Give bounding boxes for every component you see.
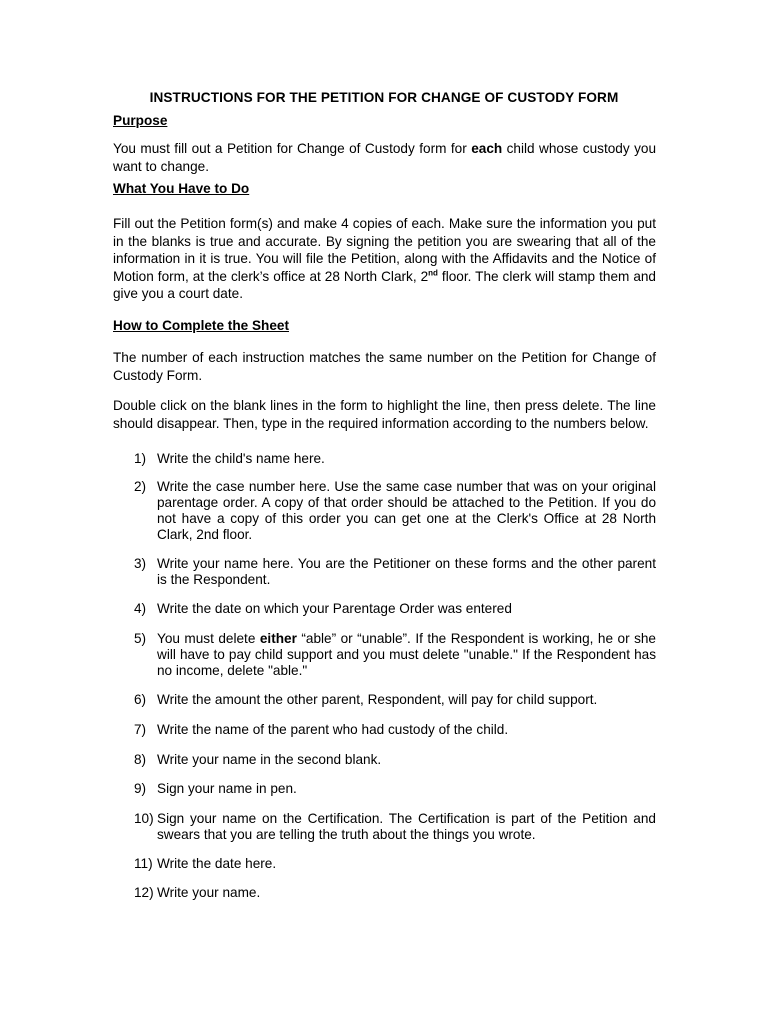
what-to-do-heading: What You Have to Do bbox=[113, 181, 250, 196]
what-to-do-paragraph bbox=[113, 215, 656, 303]
item-text-a: You must delete bbox=[157, 631, 260, 646]
item-text: Write the date here. bbox=[157, 856, 277, 871]
how-to-paragraph-1: The number of each instruction matches the same number on the Petition for Change of Custody Form. bbox=[113, 350, 656, 383]
item-text: Write the date on which your Parentage Order was entered bbox=[157, 601, 512, 616]
item-number: 8) bbox=[134, 752, 147, 767]
item-number: 1) bbox=[134, 451, 147, 466]
purpose-text-b: child whose custody you want to change. bbox=[113, 141, 657, 174]
item-number: 5) bbox=[134, 631, 147, 646]
item-text: Write your name. bbox=[157, 885, 261, 900]
item-number: 2) bbox=[134, 479, 147, 494]
item-text: Write the name of the parent who had custody of the child. bbox=[157, 722, 509, 737]
item-text bbox=[157, 631, 656, 679]
item-text: Write the case number here. Use the same case number that was on your original parentage order. A copy of that order should be attached to the Petition. If you do not have a copy of this order you can get one at the Clerk's Office at 28 North Clark, 2nd floor. bbox=[157, 479, 656, 542]
item-text: Write your name in the second blank. bbox=[157, 752, 382, 767]
item-text: Sign your name on the Certification. The Certification is part of the Petition and swears that you are telling the truth about the things you wrote. bbox=[157, 811, 656, 842]
item-text-b: “able” or “unable”. If the Respondent is working, he or she will have to pay child support and you must delete "unable." If the Respondent has no income, delete "able." bbox=[157, 631, 656, 678]
item-number: 4) bbox=[134, 601, 147, 616]
purpose-text-a: You must fill out a Petition for Change of Custody form for bbox=[113, 141, 472, 156]
item-number: 12) bbox=[134, 885, 154, 900]
item-number: 6) bbox=[134, 692, 147, 707]
how-to-paragraph-2: Double click on the blank lines in the form to highlight the line, then press delete. The line should disappear. Then, type in the required information according to the numbers below. bbox=[113, 398, 656, 431]
item-number: 11) bbox=[134, 856, 153, 871]
item-number: 7) bbox=[134, 722, 147, 737]
purpose-heading: Purpose bbox=[113, 113, 168, 128]
purpose-paragraph bbox=[113, 140, 656, 175]
purpose-emphasis: each bbox=[471, 141, 503, 156]
item-number: 9) bbox=[134, 781, 147, 796]
how-to-heading: How to Complete the Sheet bbox=[113, 318, 289, 333]
item-text: Write the child's name here. bbox=[157, 451, 325, 466]
ordinal-suffix: nd bbox=[428, 267, 438, 277]
item-text: Write your name here. You are the Petitioner on these forms and the other parent is the Respondent. bbox=[157, 556, 656, 587]
what-to-do-text-b: floor. The clerk will stamp them and give you a court date. bbox=[113, 268, 656, 301]
item-text: Write the amount the other parent, Respondent, will pay for child support. bbox=[157, 692, 598, 707]
what-to-do-text-a: Fill out the Petition form(s) and make 4 copies of each. Make sure the information you put in the blanks is true and accurate. By signing the petition you are swearing that all of the information in it is true. You will file the Petition, along with the Affidavits and the Notice of Motion form, at the clerk’s office at 28 North Clark, 2 bbox=[113, 216, 656, 284]
item-emphasis: either bbox=[259, 631, 297, 646]
item-number: 3) bbox=[134, 556, 147, 571]
item-number: 10) bbox=[134, 811, 154, 826]
item-text: Sign your name in pen. bbox=[157, 781, 297, 796]
document-title: INSTRUCTIONS FOR THE PETITION FOR CHANGE OF CUSTODY FORM bbox=[149, 90, 619, 105]
